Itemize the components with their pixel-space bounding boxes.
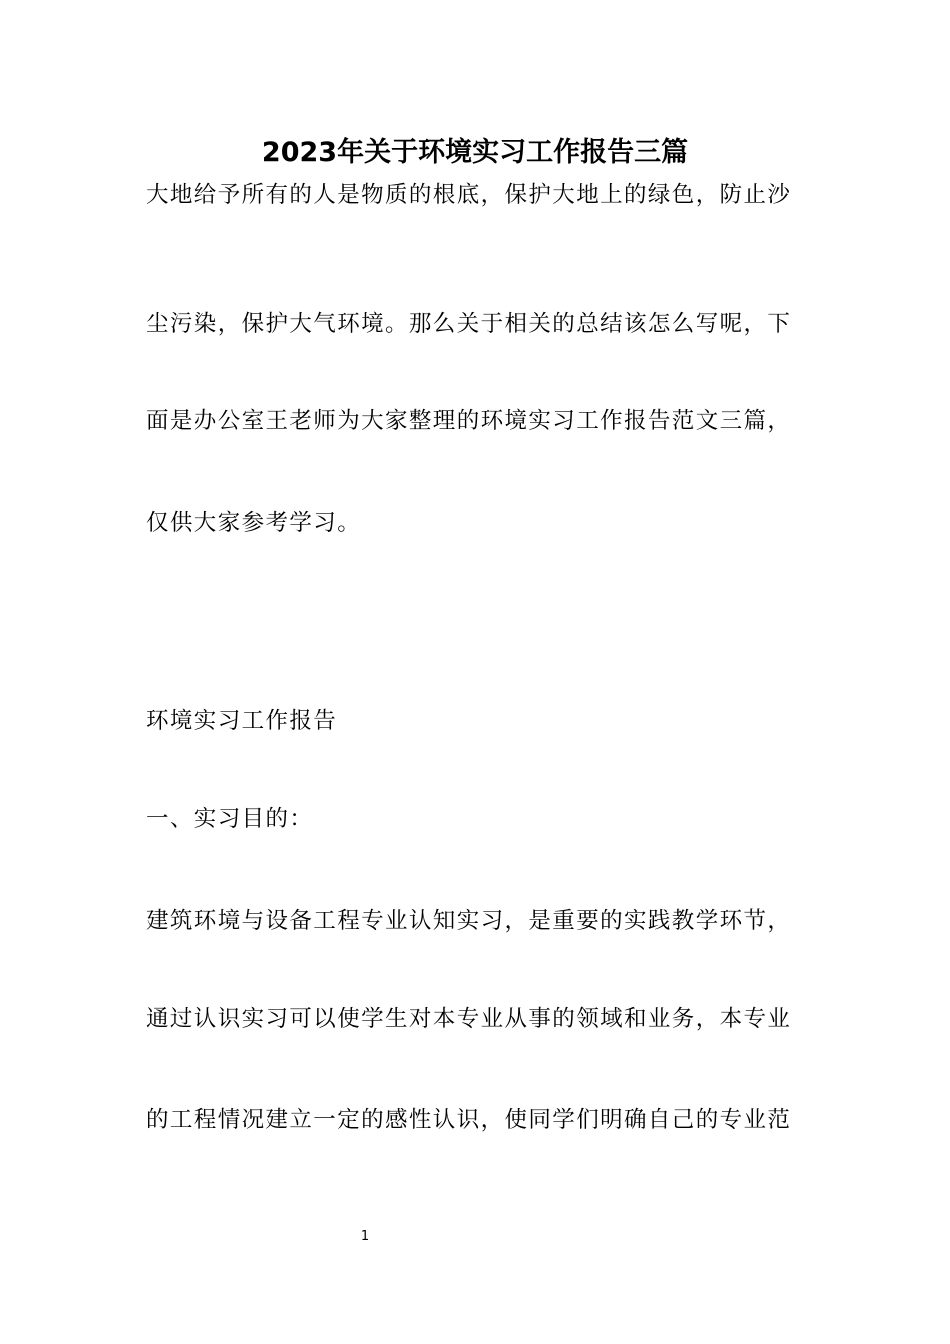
intro-line-2: 尘污染，保护大气环境。那么关于相关的总结该怎么写呢，下 <box>146 311 792 337</box>
subheading-purpose: 一、实习目的： <box>146 806 314 832</box>
body-line-1: 建筑环境与设备工程专业认知实习，是重要的实践教学环节， <box>146 908 792 934</box>
section-heading: 环境实习工作报告 <box>146 708 338 734</box>
page-number: 1 <box>360 1229 370 1244</box>
intro-line-3: 面是办公室王老师为大家整理的环境实习工作报告范文三篇， <box>146 408 792 434</box>
document-title: 2023年关于环境实习工作报告三篇 <box>261 137 689 168</box>
intro-line-1: 大地给予所有的人是物质的根底，保护大地上的绿色，防止沙 <box>146 182 792 208</box>
body-line-2: 通过认识实习可以使学生对本专业从事的领域和业务，本专业 <box>146 1006 792 1032</box>
intro-line-4: 仅供大家参考学习。 <box>146 510 362 536</box>
body-line-3: 的工程情况建立一定的感性认识，使同学们明确自己的专业范 <box>146 1107 792 1133</box>
